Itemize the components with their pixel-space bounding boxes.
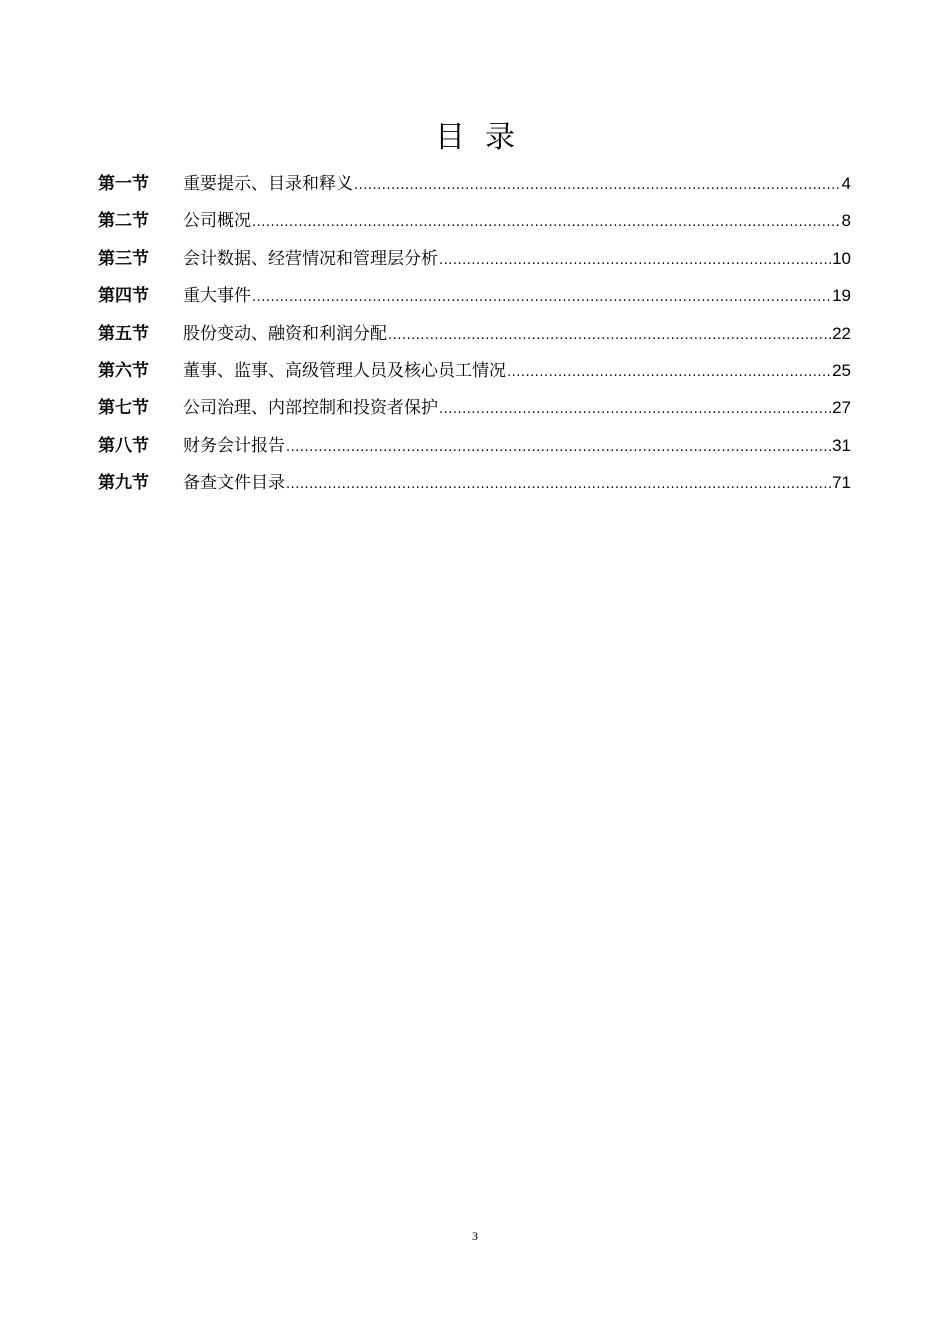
toc-page-ref: 22 — [832, 323, 851, 343]
toc-entry[interactable] — [98, 470, 851, 507]
toc-dot-leader — [286, 435, 831, 461]
toc-page-ref: 10 — [832, 248, 851, 268]
toc-entry[interactable] — [98, 395, 851, 432]
toc-entry[interactable] — [98, 358, 851, 395]
toc-section-title: 董事、监事、高级管理人员及核心员工情况 — [183, 360, 506, 381]
toc-section-number: 第五节 — [98, 323, 149, 344]
toc-dot-leader — [388, 323, 831, 349]
toc-dot-leader — [507, 360, 831, 386]
toc-section-number: 第七节 — [98, 398, 149, 419]
toc-entry[interactable] — [98, 321, 851, 358]
toc-section-title: 公司治理、内部控制和投资者保护 — [183, 398, 438, 419]
toc-section-title: 财务会计报告 — [183, 435, 285, 456]
toc-section-number: 第六节 — [98, 360, 149, 381]
toc-section-title: 公司概况 — [183, 211, 251, 232]
toc-section-number: 第一节 — [98, 174, 149, 194]
toc-page-ref: 8 — [841, 211, 851, 231]
toc-entry[interactable] — [98, 171, 851, 208]
page-title: 目录 — [435, 120, 535, 155]
toc-page-ref: 27 — [832, 398, 851, 418]
toc-dot-leader — [252, 285, 831, 311]
toc-section-number: 第八节 — [98, 435, 149, 456]
page-number: 3 — [472, 1229, 478, 1243]
toc-page-ref: 25 — [832, 360, 851, 380]
toc-dot-leader — [439, 397, 831, 423]
toc-entry[interactable] — [98, 208, 851, 245]
toc-page-ref: 31 — [832, 435, 851, 455]
toc-dot-leader — [439, 248, 831, 274]
toc-dot-leader — [252, 210, 841, 236]
toc-section-number: 第四节 — [98, 286, 149, 307]
toc-section-number: 第二节 — [98, 211, 149, 232]
toc-section-title: 股份变动、融资和利润分配 — [183, 323, 387, 344]
toc-entry[interactable] — [98, 283, 851, 320]
toc-page-ref: 19 — [832, 286, 851, 306]
toc-page-ref: 71 — [832, 473, 851, 493]
toc-page-ref: 4 — [841, 174, 851, 193]
toc-entry[interactable] — [98, 246, 851, 283]
toc-dot-leader — [354, 173, 841, 199]
table-of-contents — [98, 171, 851, 508]
toc-dot-leader — [286, 472, 831, 498]
toc-section-title: 重大事件 — [183, 286, 251, 307]
toc-section-number: 第三节 — [98, 248, 149, 269]
toc-entry[interactable] — [98, 433, 851, 470]
toc-section-title: 会计数据、经营情况和管理层分析 — [183, 248, 438, 269]
toc-section-title: 重要提示、目录和释义 — [183, 174, 353, 194]
toc-section-number: 第九节 — [98, 473, 149, 494]
toc-section-title: 备查文件目录 — [183, 473, 285, 494]
